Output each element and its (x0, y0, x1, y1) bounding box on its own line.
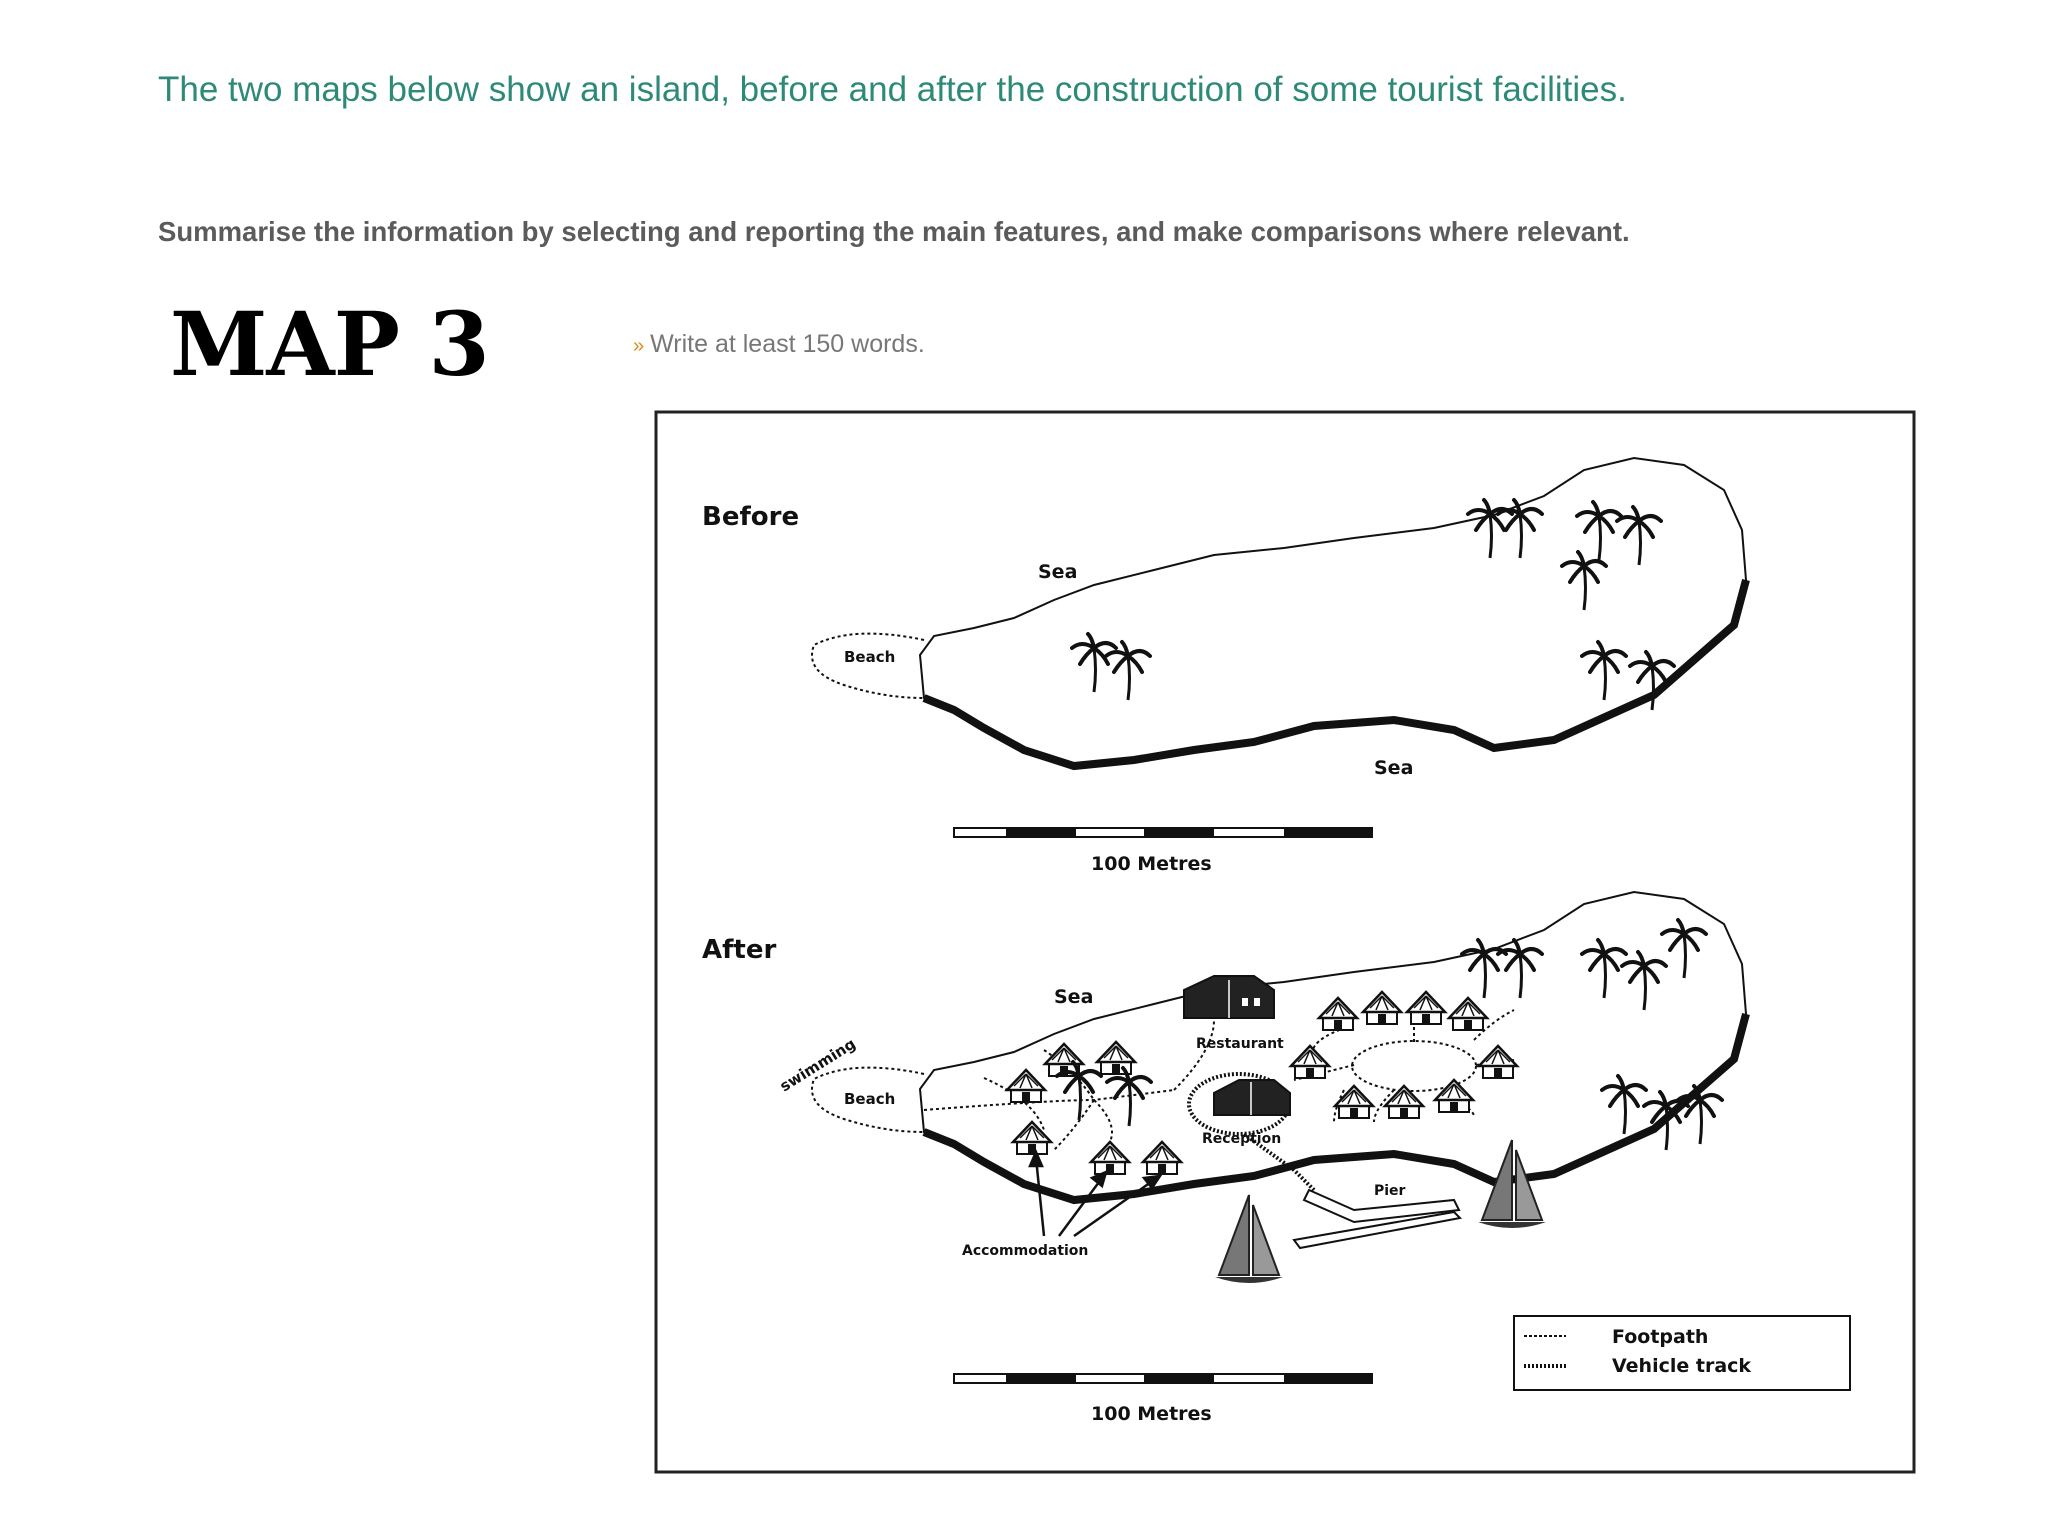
vehicle-track-legend-label: Vehicle track (1612, 1355, 1752, 1377)
before-sea-north: Sea (1038, 561, 1078, 583)
after-title: After (702, 935, 777, 965)
accommodation-label: Accommodation (962, 1243, 1089, 1259)
before-sea-south: Sea (1374, 757, 1414, 779)
swimming-label: swimming (776, 1034, 859, 1096)
before-beach-label: Beach (844, 648, 896, 666)
task-instruction: Summarise the information by selecting and reporting the main features, and make comparisons where relevant. (158, 216, 1630, 247)
word-count-note (633, 330, 925, 359)
pier-label: Pier (1374, 1183, 1406, 1199)
footpath-legend-label: Footpath (1612, 1326, 1709, 1348)
after-beach-label: Beach (844, 1090, 896, 1108)
map-number-label: MAP 3 (170, 292, 489, 396)
word-count-text: Write at least 150 words. (650, 330, 925, 358)
map-legend (1514, 1316, 1850, 1390)
after-sea-north: Sea (1054, 986, 1094, 1008)
before-scale-label: 100 Metres (1091, 853, 1212, 875)
maps-svg (654, 410, 1916, 1474)
before-title: Before (702, 502, 800, 532)
after-scale-label: 100 Metres (1091, 1403, 1212, 1425)
chevron-icon: » (633, 335, 645, 357)
reception-label: Reception (1202, 1131, 1282, 1147)
restaurant-label: Restaurant (1196, 1036, 1284, 1052)
maps-figure (654, 410, 1916, 1474)
task-prompt: The two maps below show an island, before and after the construction of some tourist facilities. (158, 70, 1627, 109)
